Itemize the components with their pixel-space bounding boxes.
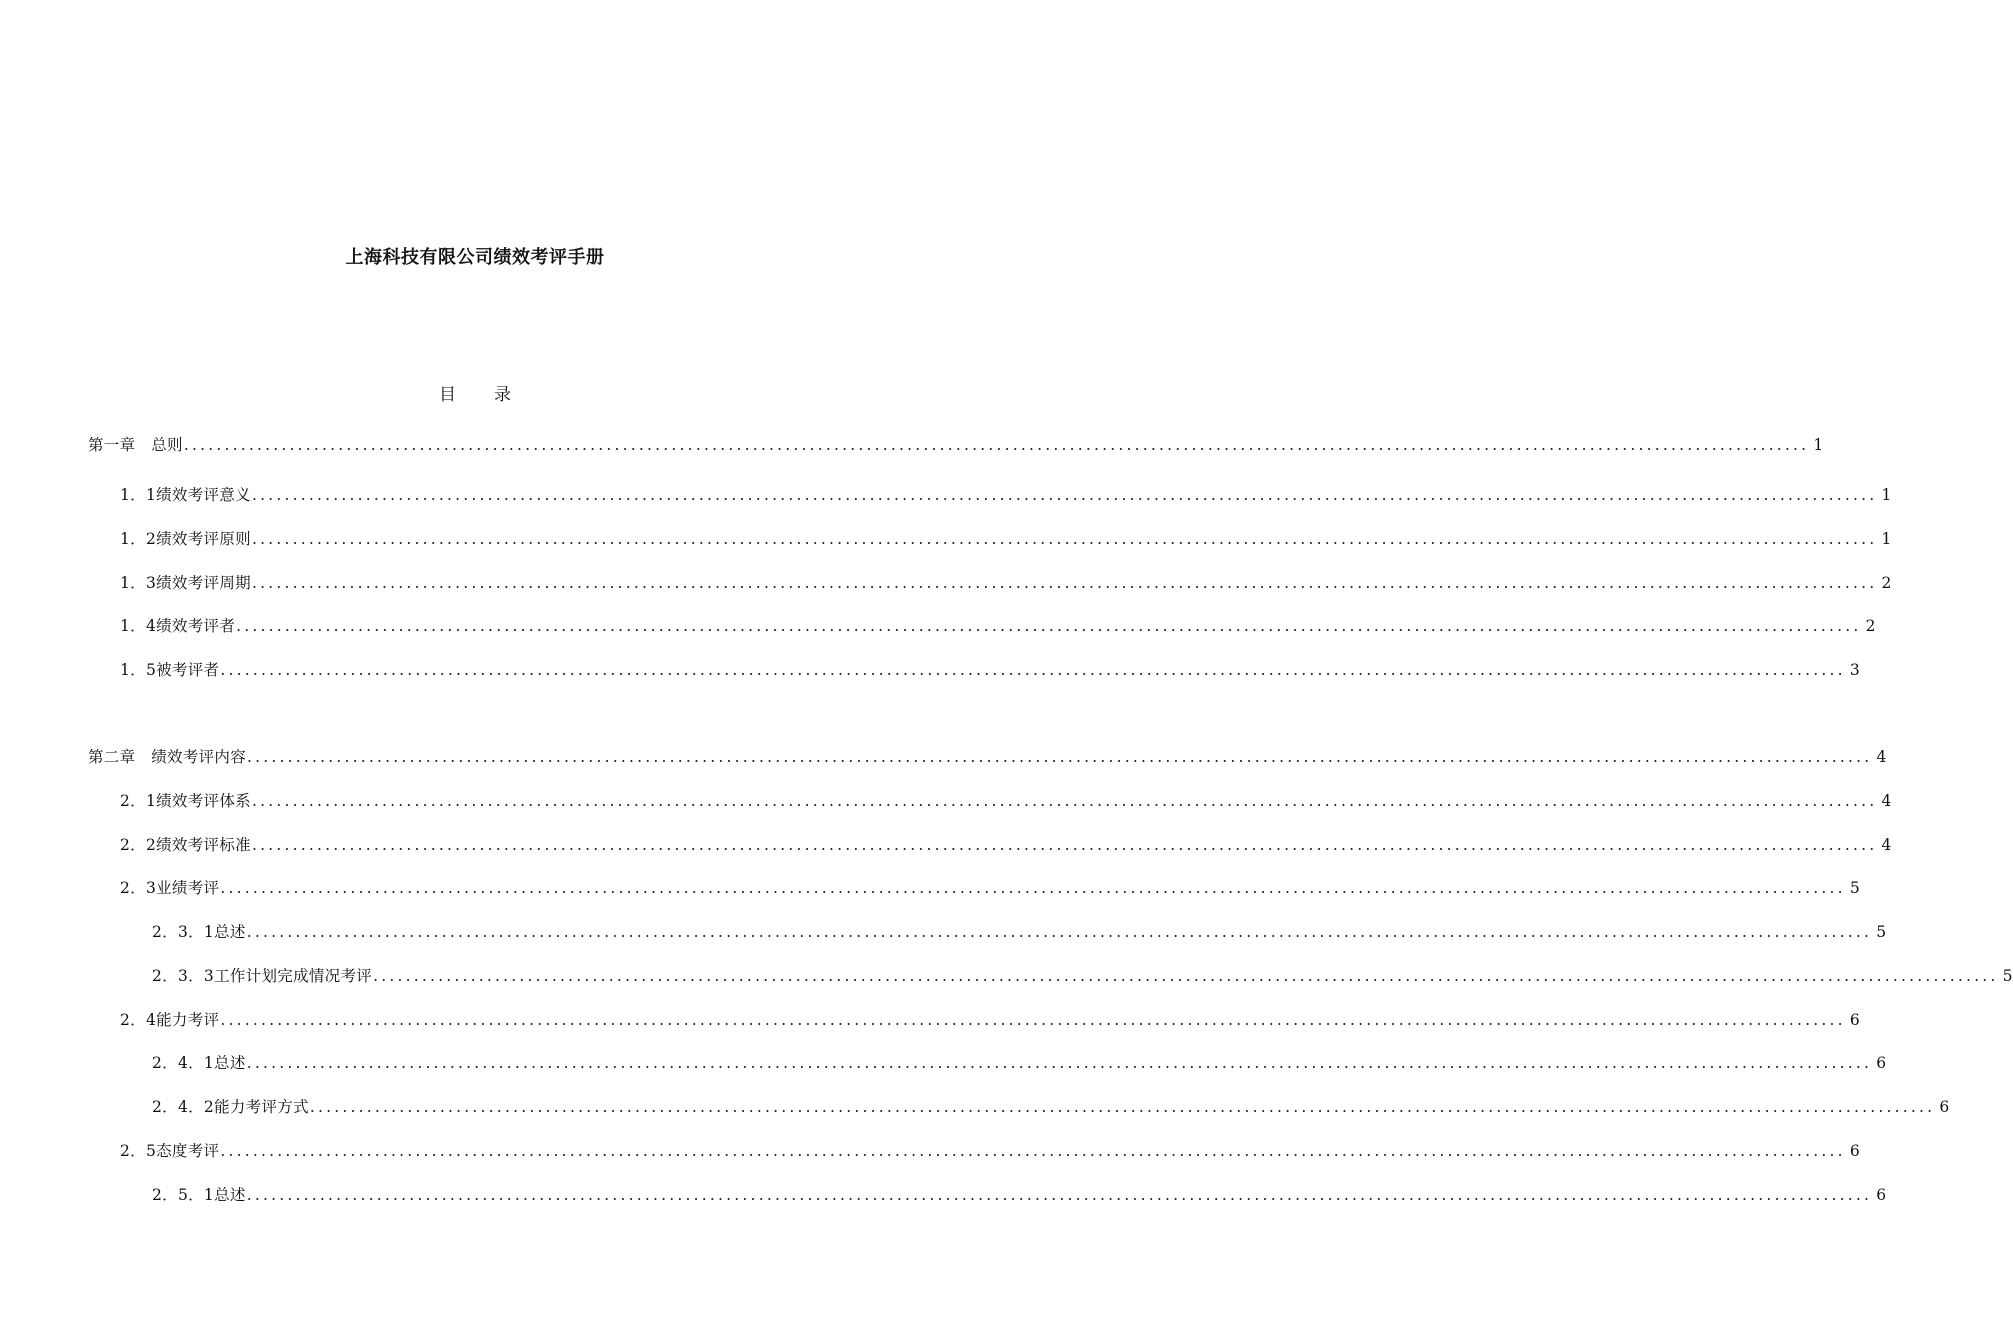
toc-leader-dots: ........................................................................................................................................................................................................ (236, 617, 1862, 635)
toc-entry-label: 2．4．2能力考评方式 (152, 1098, 309, 1116)
toc-leader-dots: ........................................................................................................................................................................................................ (247, 748, 1873, 766)
toc-entry-page: 5 (2002, 967, 2013, 985)
toc-entry-2-4[interactable] (120, 1007, 1860, 1033)
toc-entry-page: 4 (1881, 792, 1892, 810)
toc-leader-dots: ........................................................................................................................................................................................................ (183, 436, 1810, 454)
toc-entry-2-3[interactable] (120, 875, 1860, 901)
toc-entry-page: 5 (1876, 923, 1887, 941)
toc-entry-1-2[interactable] (120, 526, 1892, 552)
toc-entry-label: 1．5被考评者 (120, 661, 220, 679)
toc-entry-page: 5 (1849, 879, 1860, 897)
toc-entry-page: 6 (1876, 1186, 1887, 1204)
toc-entry-2-4-1[interactable] (152, 1050, 1887, 1076)
toc-entry-1-3[interactable] (120, 570, 1892, 596)
toc-entry-page: 4 (1876, 748, 1887, 766)
toc-entry-1-4[interactable] (120, 613, 1876, 639)
toc-entry-2-5-1[interactable] (152, 1182, 1887, 1208)
toc-entry-label: 1．4绩效考评者 (120, 617, 236, 635)
toc-entry-page: 4 (1881, 836, 1892, 854)
toc-entry-label: 1．1绩效考评意义 (120, 486, 251, 504)
toc-entry-label: 2．4能力考评 (120, 1011, 220, 1029)
toc-leader-dots: ........................................................................................................................................................................................................ (246, 923, 1873, 941)
toc-entry-label: 2．1绩效考评体系 (120, 792, 251, 810)
toc-entry-label: 2．4．1总述 (152, 1054, 246, 1072)
toc-entry-2-1[interactable] (120, 788, 1892, 814)
toc-entry-label: 2．5态度考评 (120, 1142, 220, 1160)
toc-leader-dots: ........................................................................................................................................................................................................ (373, 967, 1999, 985)
toc-leader-dots: ........................................................................................................................................................................................................ (251, 574, 1878, 592)
toc-entry-label: 2．3．3工作计划完成情况考评 (152, 967, 373, 985)
toc-entry-label: 2．3业绩考评 (120, 879, 220, 897)
toc-entry-label: 2．2绩效考评标准 (120, 836, 251, 854)
toc-leader-dots: ........................................................................................................................................................................................................ (251, 530, 1878, 548)
toc-entry-chapter-2[interactable] (88, 744, 1887, 770)
toc-entry-label: 第二章 绩效考评内容 (88, 748, 247, 766)
toc-leader-dots: ........................................................................................................................................................................................................ (251, 792, 1878, 810)
toc-entry-page: 6 (1939, 1098, 1950, 1116)
toc-entry-label: 1．3绩效考评周期 (120, 574, 251, 592)
toc-entry-1-5[interactable] (120, 657, 1860, 683)
toc-entry-page: 6 (1876, 1054, 1887, 1072)
toc-leader-dots: ........................................................................................................................................................................................................ (251, 836, 1878, 854)
toc-heading-left: 目 (439, 385, 456, 405)
toc-heading-right: 录 (494, 385, 511, 405)
toc-entry-chapter-1[interactable] (88, 432, 1824, 458)
document-title: 上海科技有限公司绩效考评手册 (345, 247, 605, 268)
toc-entry-page: 2 (1865, 617, 1876, 635)
toc-entry-page: 3 (1849, 661, 1860, 679)
toc-entry-page: 1 (1881, 486, 1892, 504)
toc-leader-dots: ........................................................................................................................................................................................................ (246, 1054, 1873, 1072)
toc-entry-page: 2 (1881, 574, 1892, 592)
toc-leader-dots: ........................................................................................................................................................................................................ (220, 1142, 1846, 1160)
toc-heading (0, 382, 950, 408)
toc-entry-page: 6 (1849, 1011, 1860, 1029)
toc-entry-page: 1 (1881, 530, 1892, 548)
toc-entry-2-2[interactable] (120, 832, 1892, 858)
toc-entry-2-5[interactable] (120, 1138, 1860, 1164)
toc-leader-dots: ........................................................................................................................................................................................................ (220, 661, 1846, 679)
toc-entry-1-1[interactable] (120, 482, 1892, 508)
toc-entry-page: 1 (1813, 436, 1824, 454)
toc-leader-dots: ........................................................................................................................................................................................................ (220, 1011, 1846, 1029)
toc-entry-label: 2．3．1总述 (152, 923, 246, 941)
toc-entry-2-4-2[interactable] (152, 1094, 1950, 1120)
toc-leader-dots: ........................................................................................................................................................................................................ (220, 879, 1846, 897)
toc-entry-2-3-1[interactable] (152, 919, 1887, 945)
toc-leader-dots: ........................................................................................................................................................................................................ (246, 1186, 1873, 1204)
toc-entry-label: 2．5．1总述 (152, 1186, 246, 1204)
toc-entry-2-3-3[interactable] (152, 963, 2013, 989)
toc-entry-label: 1．2绩效考评原则 (120, 530, 251, 548)
toc-entry-page: 6 (1849, 1142, 1860, 1160)
toc-leader-dots: ........................................................................................................................................................................................................ (251, 486, 1878, 504)
toc-entry-label: 第一章 总则 (88, 436, 183, 454)
toc-leader-dots: ........................................................................................................................................................................................................ (309, 1098, 1936, 1116)
